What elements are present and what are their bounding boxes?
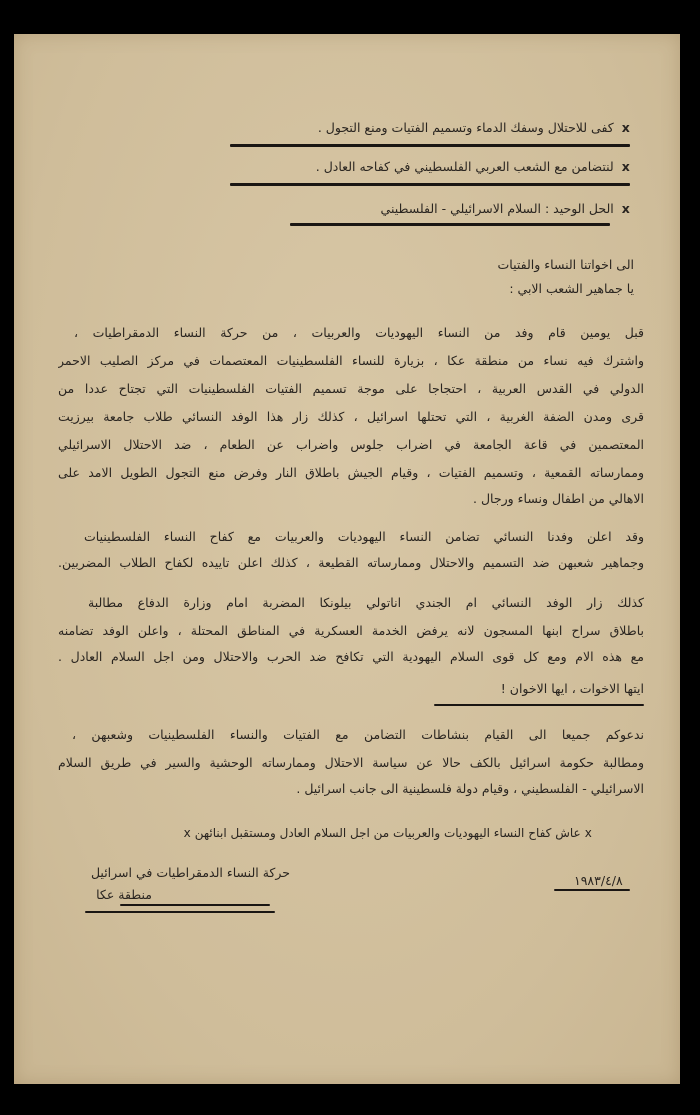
slogan-2: xلنتضامن مع الشعب العربي الفلسطيني في كفاحه العادل . — [315, 159, 630, 174]
date-underline — [554, 889, 630, 891]
paragraph-3-line-2: باطلاق سراح ابنها المسجون لانه يرفض الخدمة العسكرية في المناطق المحتلة ، واعلن الوفد تضامنه — [58, 623, 644, 638]
signature-organization: حركة النساء الدمقراطيات في اسرائيل — [90, 865, 290, 880]
paragraph-1-line-1: قبل يومين قام وفد من النساء اليهوديات والعربيات ، من حركة النساء الدمقراطيات ، — [74, 325, 644, 340]
paragraph-3-line-1: كذلك زار الوفد النسائي ام الجندي اناتولي بيلونكا المضربة امام وزارة الدفاع مطالبة — [88, 595, 644, 610]
paragraph-1-line-3: الدولي في القدس العربية ، احتجاجا على موجة تسميم الفتيات الفلسطينيات التي تجتاح عددا من — [58, 381, 644, 396]
paragraph-4-line-2: ومطالبة حكومة اسرائيل بالكف حالا عن سياسة الاحتلال وممارساته الوحشية والسير في طريق السلام — [58, 755, 644, 770]
slogan-marker: x — [621, 120, 630, 135]
slogan-3: xالحل الوحيد : السلام الاسرائيلي - الفلسطيني — [380, 201, 630, 216]
appeal-heading-underline — [434, 704, 644, 706]
paragraph-2-line-1: وقد اعلن وفدنا النسائي تضامن النساء اليهوديات والعربيات مع كفاح النساء الفلسطينيات — [84, 529, 644, 544]
appeal-heading: ايتها الاخوات ، ايها الاخوان ! — [500, 681, 644, 696]
slogan-1: xكفى للاحتلال وسفك الدماء وتسميم الفتيات ومنع التجول . — [317, 120, 630, 135]
signature-branch-underline — [120, 904, 270, 906]
slogan-1-underline — [230, 144, 630, 147]
date: ١٩٨٣/٤/٨ — [574, 873, 623, 888]
greeting-line-1: الى اخواتنا النساء والفتيات — [497, 257, 634, 272]
paragraph-2-line-2: وجماهير شعبهن ضد التسميم والاحتلال وممارساته القطيعة ، كذلك اعلن تاييده لكفاح الطلاب المضربين. — [58, 555, 644, 570]
slogan-3-underline — [290, 223, 610, 226]
greeting-line-2: يا جماهير الشعب الابي : — [509, 281, 634, 296]
signature-branch: منطقة عكا — [96, 887, 152, 902]
leaflet-document — [14, 34, 680, 1084]
paper-sheet — [14, 34, 680, 1084]
paragraph-4-line-3: الاسرائيلي - الفلسطيني ، وقيام دولة فلسطينية الى جانب اسرائيل . — [296, 781, 644, 796]
paragraph-1-line-4: قرى ومدن الضفة الغربية ، التي تحتلها اسرائيل ، كذلك زار هذا الوفد النسائي طلاب جامعة بيرزيت — [58, 409, 644, 424]
slogan-marker: x — [621, 159, 630, 174]
paragraph-4-line-1: ندعوكم جميعا الى القيام بنشاطات التضامن مع الفتيات والنساء الفلسطينيات وشعبهن ، — [72, 727, 644, 742]
slogan-marker: x — [621, 201, 630, 216]
paragraph-1-line-2: واشترك فيه نساء من منطقة عكا ، بزيارة للنساء الفلسطينيات المعتصمات في مركز الصليب الاحمر — [58, 353, 644, 368]
paragraph-1-line-6: وممارساته القمعية ، وتسميم الفتيات ، وقيام الجيش باطلاق النار وفرض منع التجول الطويل الامد على — [58, 465, 644, 480]
signature-underline — [85, 911, 275, 913]
paragraph-1-line-5: المعتصمين في قاعة الجامعة في اضراب جلوس واضراب عن الطعام ، ضد الاحتلال الاسرائيلي — [58, 437, 644, 452]
paragraph-1-line-7: الاهالي من اطفال ونساء ورجال . — [473, 491, 644, 506]
slogan-2-underline — [230, 183, 630, 186]
closing-slogan: x عاش كفاح النساء اليهوديات والعربيات من اجل السلام العادل ومستقبل ابنائهن x — [183, 826, 592, 840]
paragraph-3-line-3: مع هذه الام ومع كل قوى السلام اليهودية التي تكافح ضد الحرب والاحتلال ومن اجل السلام العادل . — [58, 649, 644, 664]
